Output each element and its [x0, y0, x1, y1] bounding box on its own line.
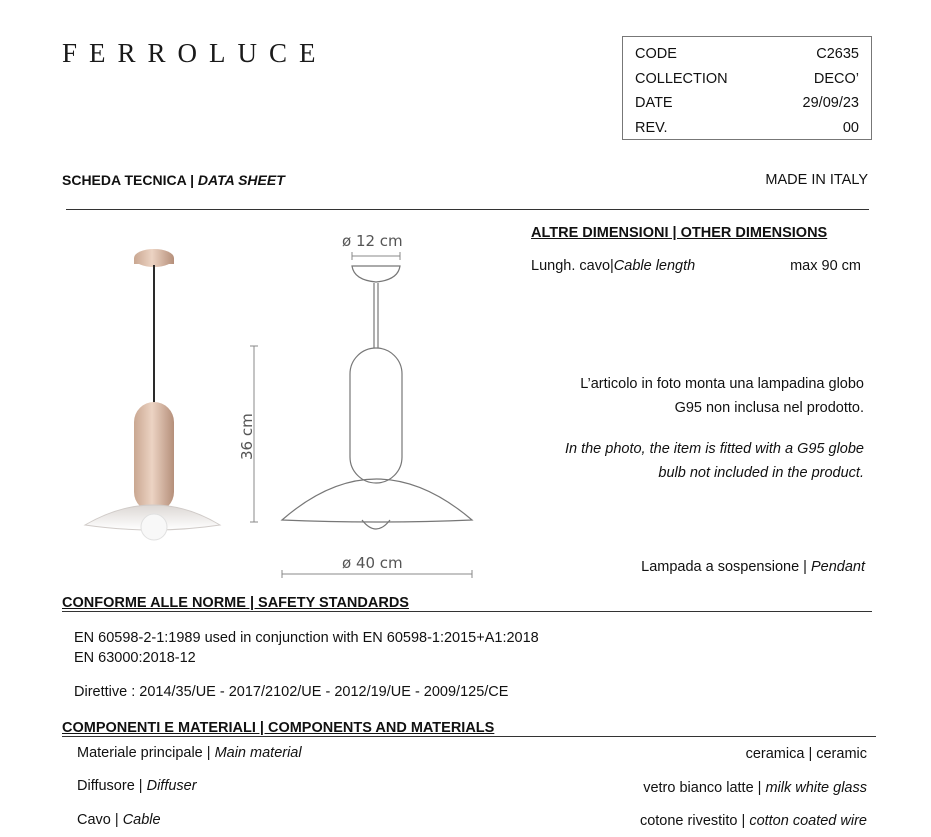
info-label: COLLECTION	[635, 70, 728, 87]
note-it-line: G95 non inclusa nel prodotto.	[674, 400, 864, 416]
product-type-it: Lampada a sospensione |	[641, 559, 811, 575]
note-en-line: In the photo, the item is fitted with a G95 globe	[564, 441, 864, 457]
material-value-diffuser	[643, 780, 867, 796]
info-row-date	[635, 91, 859, 116]
note-italian	[504, 372, 864, 420]
header-divider	[66, 209, 869, 210]
directives-line: Direttive : 2014/35/UE - 2017/2102/UE - 2012/19/UE - 2009/125/CE	[74, 684, 509, 700]
material-value-en: cotton coated wire	[749, 813, 867, 829]
info-label: CODE	[635, 46, 677, 62]
product-photo	[80, 245, 225, 545]
shade-diameter-label: ø 40 cm	[342, 554, 403, 572]
material-label-cable	[77, 812, 161, 828]
cable-length-label: Lungh. cavo|	[531, 258, 614, 274]
material-value-main	[746, 746, 867, 762]
canopy-diameter-label: ø 12 cm	[342, 232, 403, 250]
material-value-it: vetro bianco latte |	[643, 780, 766, 796]
info-box	[622, 36, 872, 140]
materials-divider	[62, 736, 876, 737]
standards-divider	[62, 611, 872, 612]
cable-length-value: max 90 cm	[790, 258, 861, 274]
sheet-title-en: DATA SHEET	[197, 172, 285, 188]
material-label-it: Cavo |	[77, 812, 123, 828]
material-value-en: milk white glass	[765, 780, 867, 796]
note-en-line: bulb not included in the product.	[658, 465, 864, 481]
note-english	[504, 437, 864, 485]
material-value-cable	[640, 813, 867, 829]
info-value: 29/09/23	[802, 95, 859, 111]
material-label-it: Diffusore |	[77, 778, 147, 794]
standards-title: CONFORME ALLE NORME | SAFETY STANDARDS	[62, 595, 409, 611]
material-value-it: ceramica | ceramic	[745, 746, 867, 762]
material-label-en: Main material	[214, 745, 302, 761]
material-label-en: Cable	[122, 812, 161, 828]
cable-length-row	[531, 258, 861, 274]
info-row-code	[635, 42, 859, 67]
other-dimensions-title: ALTRE DIMENSIONI | OTHER DIMENSIONS	[531, 225, 828, 241]
info-value: C2635	[816, 46, 859, 62]
sheet-title	[62, 172, 285, 188]
standard-line-2: EN 63000:2018-12	[74, 650, 196, 666]
materials-title: COMPONENTI E MATERIALI | COMPONENTS AND MATERIALS	[62, 720, 495, 736]
info-label: REV.	[635, 119, 668, 136]
technical-drawing	[228, 228, 488, 580]
sheet-title-it: SCHEDA TECNICA |	[62, 172, 194, 188]
material-label-main	[77, 745, 302, 761]
material-label-diffuser	[77, 778, 197, 794]
material-label-en: Diffuser	[146, 778, 197, 794]
product-type	[641, 559, 865, 575]
material-label-it: Materiale principale |	[77, 745, 215, 761]
material-value-it: cotone rivestito |	[639, 813, 750, 829]
info-value: 00	[842, 119, 859, 136]
cable-length-label-en: Cable length	[613, 258, 696, 274]
made-in-italy: MADE IN ITALY	[765, 172, 868, 188]
brand-logo: FERROLUCE	[62, 38, 328, 68]
product-type-en: Pendant	[810, 559, 865, 575]
height-label: 36 cm	[238, 413, 256, 460]
note-it-line: L’articolo in foto monta una lampadina globo	[580, 376, 864, 392]
standard-line-1: EN 60598-2-1:1989 used in conjunction with EN 60598-1:2015+A1:2018	[74, 630, 539, 646]
info-label: DATE	[635, 95, 673, 111]
info-row-collection	[635, 67, 859, 92]
info-value: DECO’	[813, 70, 859, 87]
info-row-rev	[635, 116, 859, 141]
